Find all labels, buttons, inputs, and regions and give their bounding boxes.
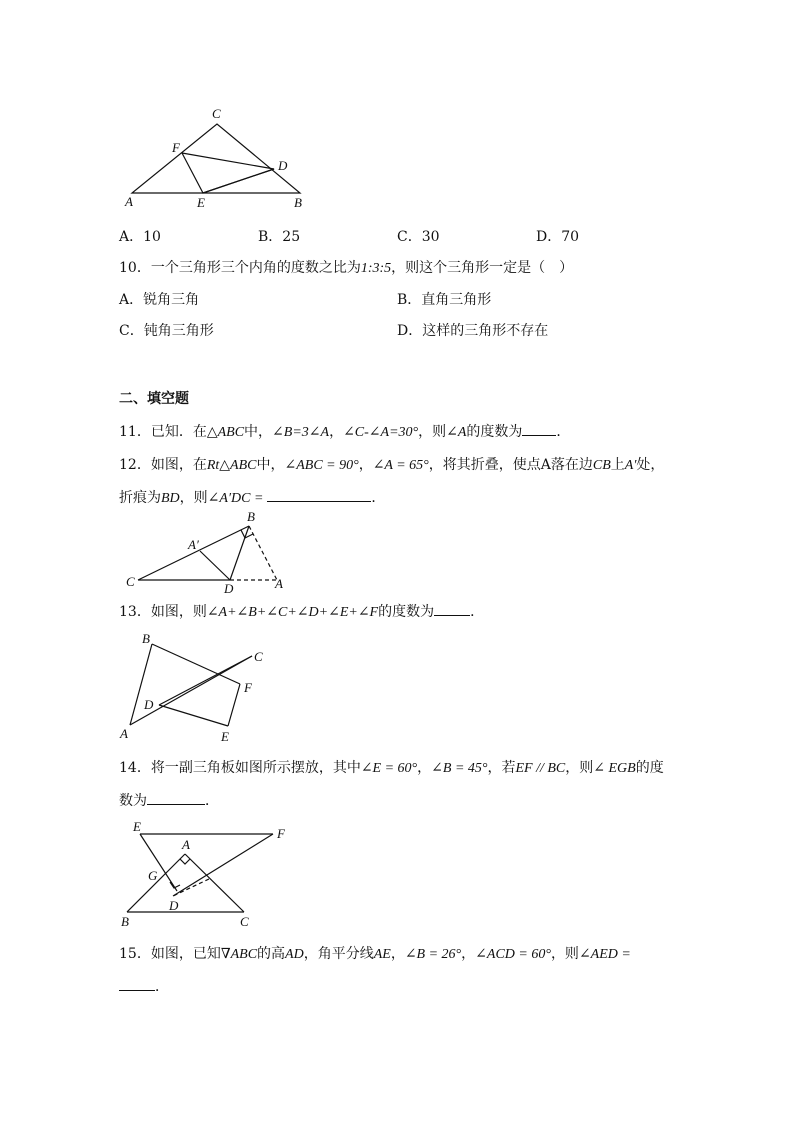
q13-label-d: D	[144, 697, 154, 712]
q15-answer-blank[interactable]	[119, 976, 155, 991]
q14-label-d: D	[169, 898, 179, 913]
q14-figure	[115, 818, 295, 930]
q10-option-b: B．直角三角形	[397, 292, 492, 308]
q12-stem-line2: 折痕为BD，则∠A′DC = ．	[119, 487, 385, 509]
q9-option-b: B．25	[258, 229, 301, 245]
q10-option-d: D．这样的三角形不存在	[397, 323, 549, 339]
q13-answer-blank[interactable]	[434, 601, 470, 616]
q14-answer-blank[interactable]	[147, 790, 205, 805]
q9-label-d: D	[278, 158, 288, 173]
q14-segment-eg	[140, 834, 177, 891]
q9-label-b: B	[294, 195, 302, 210]
q11-stem: 11．已知．在△ABC中，∠B=3∠A，∠C-∠A=30°，则∠A的度数为 ．	[119, 421, 570, 443]
q13-label-c: C	[254, 649, 263, 664]
q13-segment-ab	[130, 644, 152, 725]
q9-option-a: A．10	[119, 229, 161, 245]
q14-dashed-segment	[173, 879, 209, 896]
q12-label-a1: A′	[188, 537, 199, 552]
q14-right-angle-mark-a	[180, 859, 190, 864]
q13-label-e: E	[221, 729, 229, 744]
q9-label-f: F	[172, 140, 180, 155]
q13-segment-fe	[228, 684, 240, 726]
q14-label-b: B	[121, 914, 129, 929]
q15-stem-line1: 15．如图，已知∇ABC的高AD，角平分线AE，∠B = 26°，∠ACD = 60°，则∠AED =	[119, 946, 631, 962]
q9-option-c: C．30	[397, 229, 440, 245]
q13-stem: 13．如图，则∠A+∠B+∠C+∠D+∠E+∠F的度数为 ．	[119, 601, 484, 623]
q9-label-a: A	[125, 194, 133, 209]
q12-label-b: B	[247, 510, 255, 524]
q11-answer-blank[interactable]	[522, 421, 556, 436]
q14-stem-line1: 14．将一副三角板如图所示摆放，其中∠E = 60°，∠B = 45°，若EF // BC，则∠ EGB的度	[119, 760, 664, 776]
q14-label-c: C	[240, 914, 249, 929]
q13-label-f: F	[244, 680, 252, 695]
q9-label-e: E	[197, 195, 205, 210]
q12-stem-line1: 12．如图，在Rt△ABC中，∠ABC = 90°，∠A = 65°，将其折叠，使点A落在边CB上A′处，	[119, 457, 665, 473]
q12-segment-a1d	[200, 551, 230, 580]
q12-label-c: C	[126, 574, 135, 589]
q12-label-a: A	[275, 576, 283, 591]
q13-segment-bf	[152, 644, 240, 684]
q9-figure	[115, 100, 315, 215]
q10-option-a: A．锐角三角	[119, 292, 200, 308]
q9-label-c: C	[212, 106, 221, 121]
q10-stem: 10．一个三角形三个内角的度数之比为1:3:5，则这个三角形一定是（ ）	[119, 260, 574, 276]
section-title-fill-in: 二、填空题	[119, 391, 189, 407]
q12-segment-ba-dashed	[249, 526, 277, 580]
q15-stem-line2: ．	[119, 976, 169, 997]
q14-label-e: E	[133, 819, 141, 834]
q13-figure	[115, 628, 275, 746]
q13-label-a: A	[120, 726, 128, 741]
q9-quad-fde	[182, 153, 274, 193]
q14-label-f: F	[277, 826, 285, 841]
q14-label-a: A	[182, 837, 190, 852]
q9-segment-ed	[203, 169, 274, 193]
q14-stem-line2: 数为 ．	[119, 790, 219, 811]
q12-label-d: D	[224, 581, 234, 596]
q13-label-b: B	[142, 631, 150, 646]
q10-option-c: C．钝角三角形	[119, 323, 214, 339]
q12-answer-blank[interactable]	[267, 487, 371, 502]
q9-option-d: D．70	[536, 229, 580, 245]
q12-figure	[120, 510, 300, 596]
q14-label-g: G	[148, 868, 158, 883]
q13-segment-ed	[159, 705, 228, 726]
